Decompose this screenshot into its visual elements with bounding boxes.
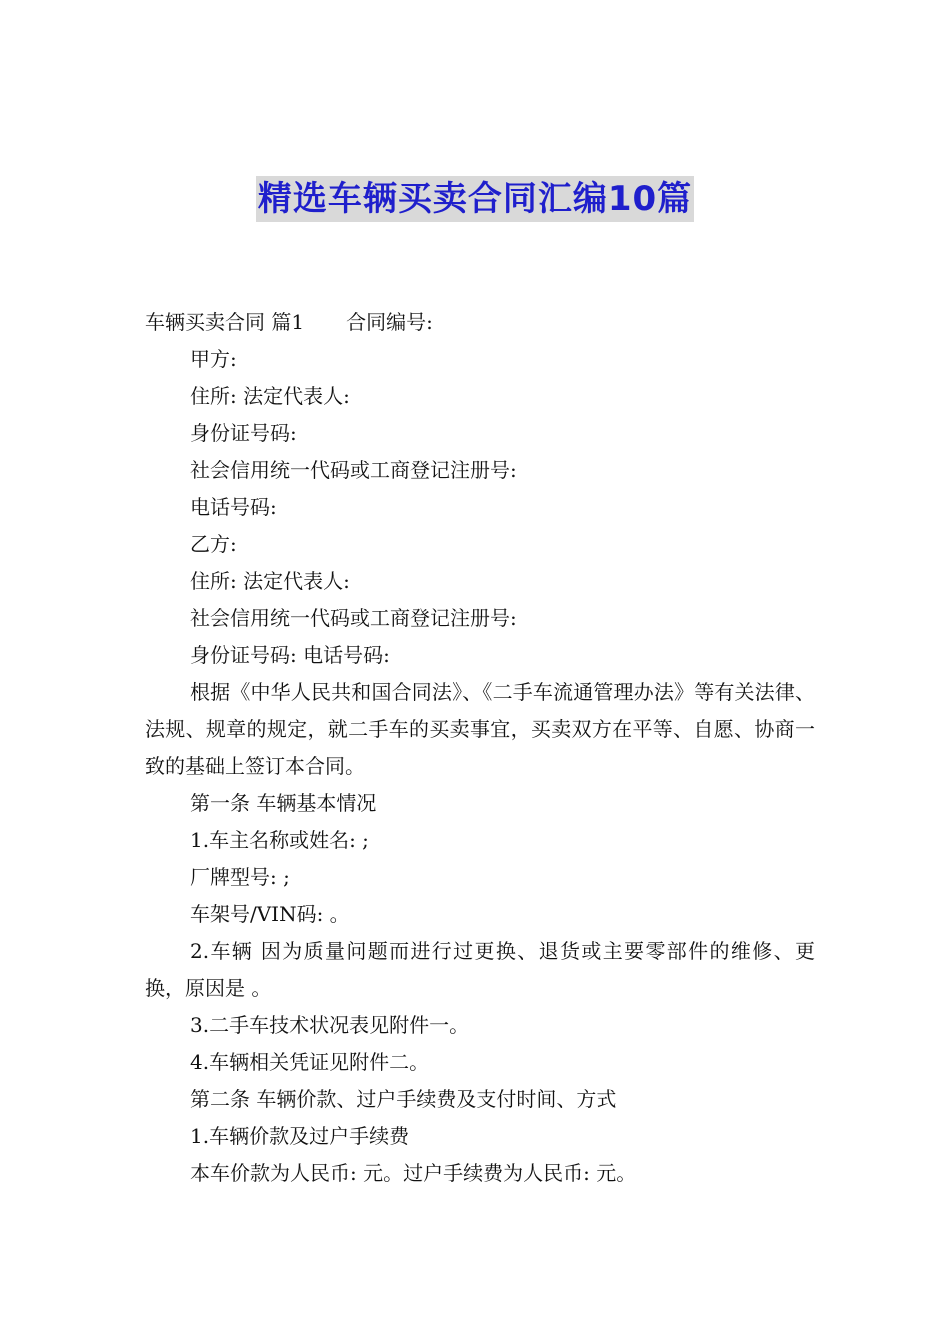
item-vouchers: 4.车辆相关凭证见附件二。 (190, 1050, 430, 1074)
item-price-title: 1.车辆价款及过户手续费 (190, 1124, 410, 1148)
party-a-label: 甲方: (190, 347, 237, 371)
item-price: 本车价款为人民币: 元。过户手续费为人民币: 元。 (190, 1161, 637, 1185)
title-wrap (0, 176, 950, 222)
party-a-address: 住所: 法定代表人: (190, 384, 350, 408)
party-b-credit-code: 社会信用统一代码或工商登记注册号: (190, 606, 517, 630)
item-quality-paragraph: 2.车辆 因为质量问题而进行过更换、退货或主要零部件的维修、更换，原因是 。 (145, 939, 815, 1000)
article-2-heading: 第二条 车辆价款、过户手续费及支付时间、方式 (190, 1087, 617, 1111)
contract-heading (145, 304, 815, 341)
article-1-heading: 第一条 车辆基本情况 (190, 791, 377, 815)
item-brand-model: 厂牌型号: ; (190, 865, 290, 889)
document-body (145, 304, 815, 1192)
item-vin: 车架号/VIN码: 。 (190, 902, 350, 926)
party-b-label: 乙方: (190, 532, 237, 556)
party-a-credit-code: 社会信用统一代码或工商登记注册号: (190, 458, 517, 482)
document-title: 精选车辆买卖合同汇编10篇 (256, 176, 694, 222)
party-b-id-phone: 身份证号码: 电话号码: (190, 643, 390, 667)
party-a-id: 身份证号码: (190, 421, 297, 445)
contract-heading-left: 车辆买卖合同 篇1 (145, 310, 305, 334)
party-a-phone: 电话号码: (190, 495, 277, 519)
item-tech-status: 3.二手车技术状况表见附件一。 (190, 1013, 470, 1037)
contract-number-label: 合同编号: (346, 310, 433, 334)
item-owner-name: 1.车主名称或姓名: ; (190, 828, 369, 852)
preamble-paragraph: 根据《中华人民共和国合同法》、《二手车流通管理办法》等有关法律、法规、规章的规定，就二手车的买卖事宜，买卖双方在平等、自愿、协商一致的基础上签订本合同。 (145, 680, 815, 778)
party-b-address: 住所: 法定代表人: (190, 569, 350, 593)
